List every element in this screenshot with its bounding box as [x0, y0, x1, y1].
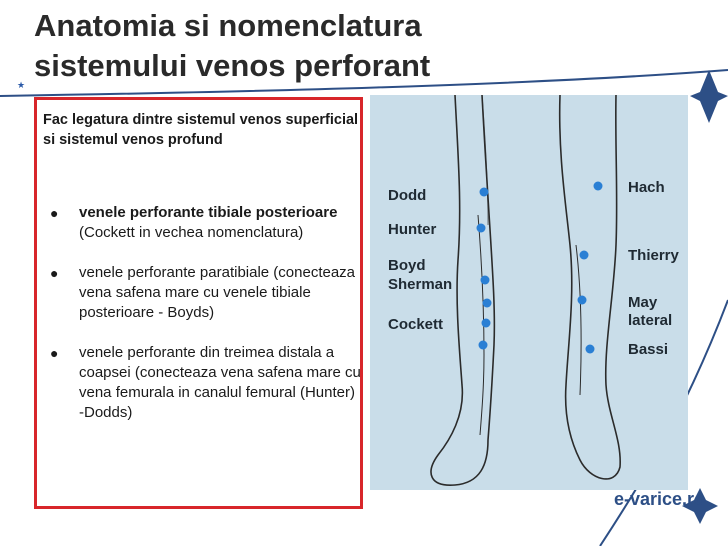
- list-item: [43, 343, 361, 423]
- label-may: May: [628, 294, 658, 311]
- list-item: [43, 263, 361, 323]
- slide-title: Anatomia si nomenclatura sistemului venos perforant: [34, 8, 431, 83]
- label-dodd: Dodd: [388, 187, 427, 204]
- leg-veins-illustration: [370, 95, 688, 490]
- bullet-list: [43, 203, 361, 443]
- bullet-bold: venele perforante tibiale posterioare: [79, 204, 338, 221]
- label-lateral: lateral: [628, 312, 673, 329]
- label-hach: Hach: [628, 179, 665, 196]
- star-icon: ★: [17, 80, 26, 90]
- intro-text: Fac legatura dintre sistemul venos superficial si sistemul venos profund: [43, 112, 359, 148]
- label-cockett: Cockett: [388, 316, 444, 333]
- label-sherman: Sherman: [388, 276, 453, 293]
- text-panel: [34, 97, 363, 509]
- bullet-text: venele perforante paratibiale (conecteaza vena safena mare cu venele tibiale posterioare - Boyds): [79, 264, 356, 321]
- label-thierry: Thierry: [628, 247, 679, 264]
- brand-logo: e-varice.ro: [614, 489, 706, 509]
- list-item: [43, 203, 361, 243]
- label-boyd: Boyd: [388, 257, 426, 274]
- bullet-dot: ●: [50, 345, 59, 361]
- bullet-dot: ●: [50, 265, 59, 281]
- label-bassi: Bassi: [628, 341, 669, 358]
- bullet-text: venele perforante din treimea distala a coapsei (conecteaza vena safena mare cu vena femurala in canalul femural (Hunter) -Dodds): [79, 344, 361, 421]
- bullet-text: (Cockett in vechea nomenclatura): [79, 224, 304, 241]
- bullet-dot: ●: [50, 205, 59, 221]
- label-hunter: Hunter: [388, 221, 437, 238]
